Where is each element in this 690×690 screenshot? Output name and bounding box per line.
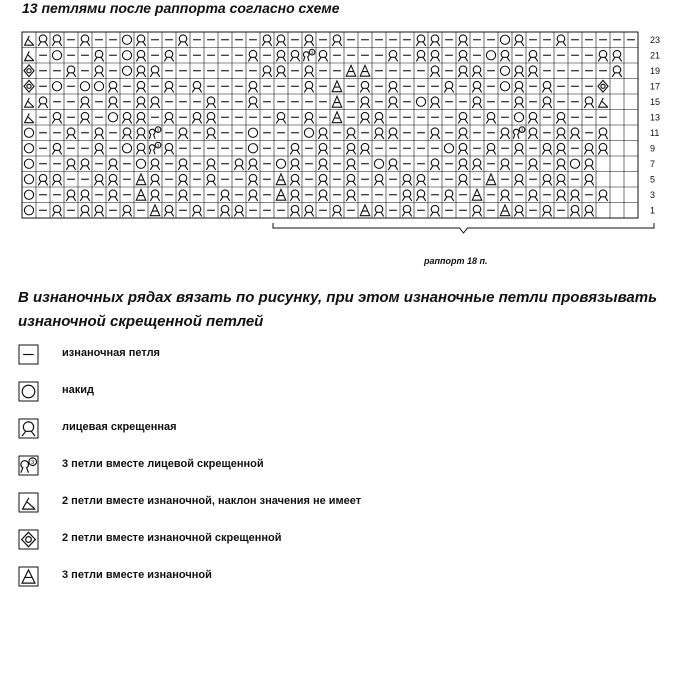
lambda-icon (18, 492, 40, 514)
legend-item-knit-twisted (18, 418, 678, 455)
legend-item-p2tog (18, 492, 678, 529)
circle-icon (18, 381, 40, 403)
loop-three-icon (18, 455, 40, 477)
legend-item-p2tog-twisted (18, 529, 678, 566)
svg-text:3: 3 (31, 459, 35, 466)
legend-item-yarn-over (18, 381, 678, 418)
row-number: 3 (650, 190, 656, 201)
row-number: 21 (650, 50, 661, 61)
row-number: 23 (650, 35, 661, 46)
row-number: 1 (650, 205, 656, 216)
row-number: 13 (650, 112, 661, 123)
row-number: 11 (650, 128, 660, 139)
legend-item-purl (18, 344, 678, 381)
diamond-loop-icon (18, 529, 40, 551)
row-number: 15 (650, 97, 661, 108)
legend-label: 3 петли вместе изнаночной (62, 569, 212, 581)
legend-label: лицевая скрещенная (62, 421, 177, 433)
row-number: 9 (650, 143, 656, 154)
row-number: 7 (650, 159, 656, 170)
legend-label: накид (62, 384, 95, 396)
loop-icon (18, 418, 40, 440)
purl-rows-note: В изнаночных рядах вязать по рисунку, при этом изнаночные петли провязывать изнаночной скрещенной петлей (18, 289, 658, 330)
legend-label: 3 петли вместе лицевой скрещенной (62, 458, 264, 470)
legend-item-k3tog-twisted (18, 455, 678, 492)
row-number: 5 (650, 174, 656, 185)
legend-label: 2 петли вместе изнаночной, наклон значения не имеет (62, 495, 362, 507)
row-number: 17 (650, 81, 661, 92)
legend (18, 344, 678, 603)
knitting-chart (0, 0, 690, 270)
svg-text:3: 3 (156, 142, 160, 148)
repeat-brace (273, 223, 654, 233)
dash-icon (18, 344, 40, 366)
legend-label: 2 петли вместе изнаночной скрещенной (62, 532, 282, 544)
legend-label: изнаночная петля (62, 347, 160, 359)
repeat-label: раппорт 18 п. (424, 256, 488, 266)
svg-text:3: 3 (310, 49, 314, 55)
row-number: 19 (650, 66, 661, 77)
chart-caption: 13 петлями после раппорта согласно схеме (22, 0, 340, 16)
triangle-icon (18, 566, 40, 588)
legend-item-p3tog (18, 566, 678, 603)
svg-text:3: 3 (520, 127, 524, 133)
svg-text:3: 3 (156, 127, 160, 133)
